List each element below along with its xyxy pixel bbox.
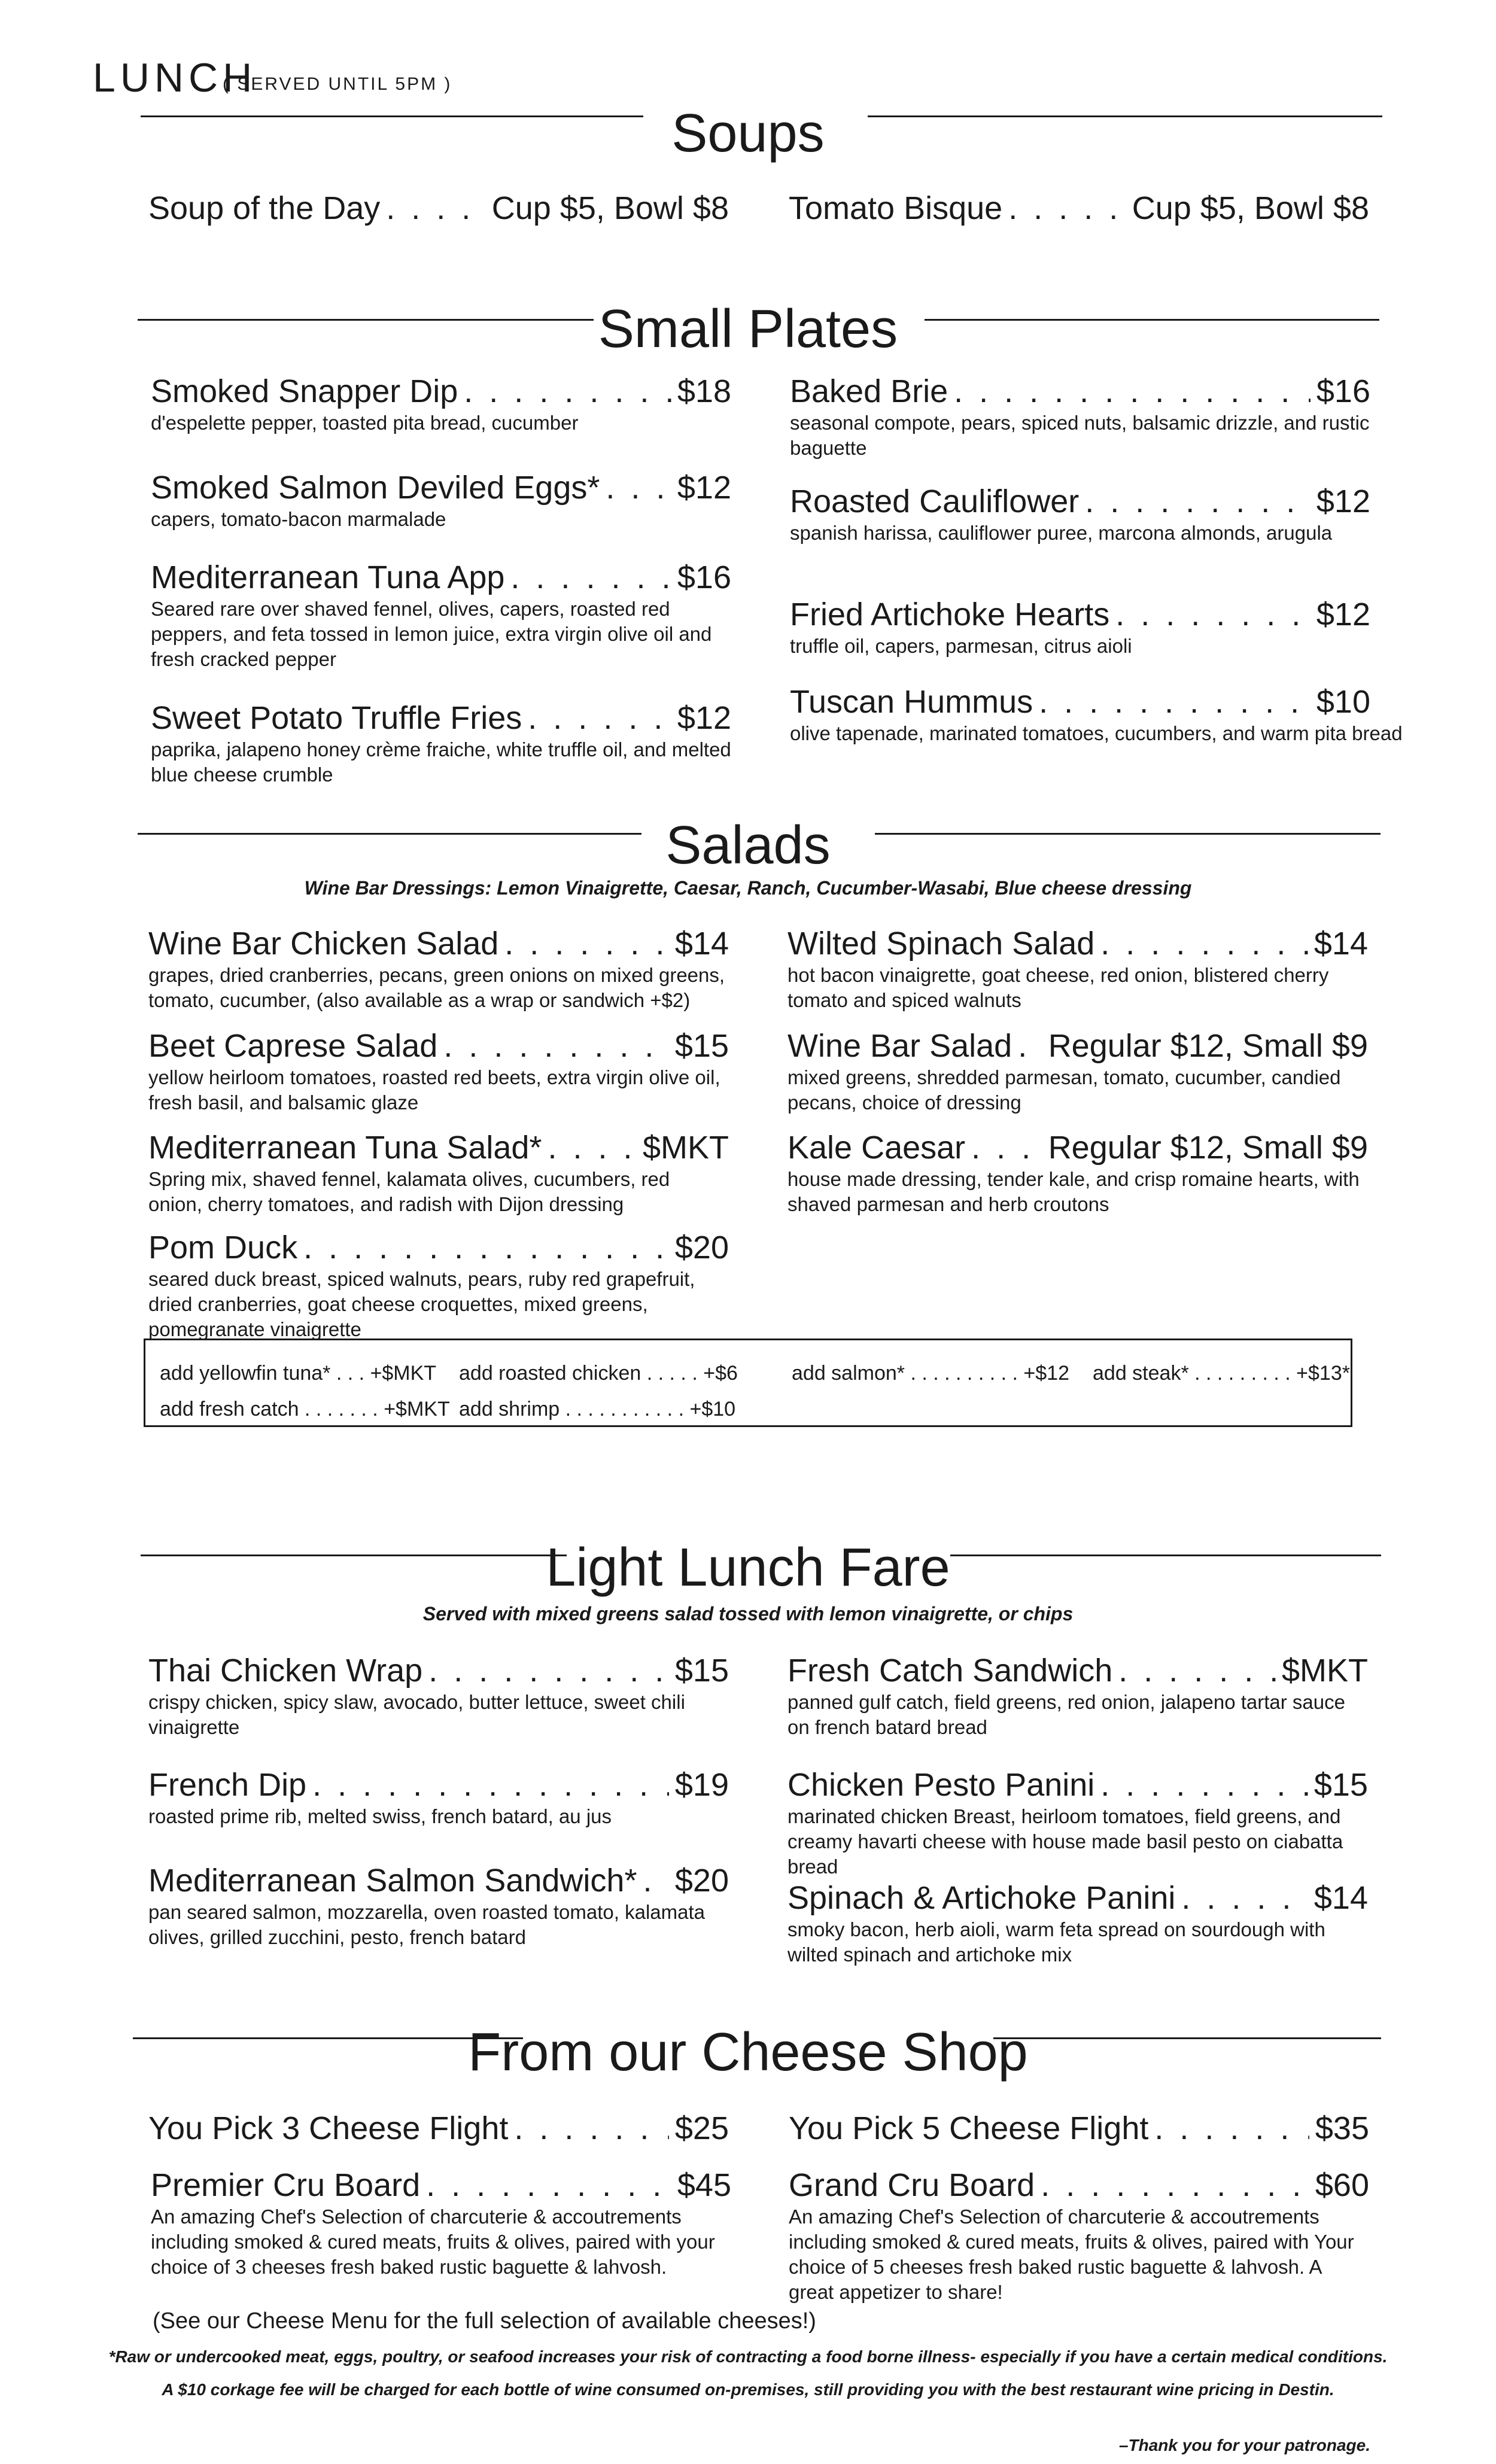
addon-item: add steak* . . . . . . . . . +$13* [1093, 1362, 1350, 1385]
menu-item [148, 1653, 729, 1740]
item-name: Pom Duck [148, 1230, 298, 1266]
item-description: capers, tomato-bacon marmalade [151, 508, 446, 530]
item-name: Thai Chicken Wrap [148, 1653, 423, 1689]
dot-leader [504, 926, 669, 962]
item-description: yellow heirloom tomatoes, roasted red beets, extra virgin olive oil, fresh basil, and balsamic glaze [148, 1066, 720, 1114]
menu-item [789, 190, 1369, 226]
menu-item [151, 559, 731, 672]
dot-leader [312, 1767, 669, 1803]
menu-item [790, 597, 1370, 659]
item-price: $20 [674, 1863, 729, 1899]
raw-food-disclaimer: *Raw or undercooked meat, eggs, poultry, or seafood increases your risk of contracting a food borne illness- especially if you have a certain medical conditions. [108, 2347, 1388, 2366]
dot-leader [643, 1863, 668, 1899]
item-description: paprika, jalapeno honey crème fraiche, white truffle oil, and melted blue cheese crumble [151, 738, 731, 786]
menu-subtitle: ( SERVED UNTIL 5PM ) [223, 74, 452, 94]
item-price: $MKT [1281, 1653, 1368, 1689]
item-price: $10 [1316, 684, 1370, 720]
item-price: Regular $12, Small $9 [1048, 1130, 1368, 1166]
item-name: Spinach & Artichoke Panini [787, 1880, 1176, 1916]
item-name: Roasted Cauliflower [790, 483, 1080, 519]
cheese-menu-note: (See our Cheese Menu for the full selection of available cheeses!) [153, 2308, 816, 2334]
item-name: Wine Bar Salad [787, 1028, 1012, 1064]
dot-leader [548, 1130, 637, 1166]
item-price: $MKT [642, 1130, 729, 1166]
item-name: Mediterranean Tuna App [151, 559, 505, 595]
item-name: French Dip [148, 1767, 307, 1803]
item-description: olive tapenade, marinated tomatoes, cucumbers, and warm pita bread [790, 722, 1403, 744]
item-name: Wine Bar Chicken Salad [148, 926, 499, 962]
section-title-small-plates: Small Plates [598, 299, 898, 359]
menu-item [787, 1880, 1368, 1967]
item-price: $18 [677, 373, 731, 409]
dot-leader [1154, 2110, 1309, 2146]
menu-item [151, 700, 731, 787]
item-name: Tomato Bisque [789, 190, 1003, 226]
item-description: seasonal compote, pears, spiced nuts, balsamic drizzle, and rustic baguette [790, 412, 1370, 459]
item-price: Cup $5, Bowl $8 [1132, 190, 1369, 226]
dot-leader [514, 2110, 669, 2146]
section-title-cheese-shop: From our Cheese Shop [468, 2022, 1028, 2082]
dot-leader [303, 1230, 669, 1266]
item-name: Soup of the Day [148, 190, 381, 226]
item-name: Chicken Pesto Panini [787, 1767, 1095, 1803]
menu-item [151, 373, 731, 436]
item-description: smoky bacon, herb aioli, warm feta spread on sourdough with wilted spinach and artichoke mix [787, 1918, 1325, 1966]
item-name: You Pick 5 Cheese Flight [789, 2110, 1149, 2146]
light-lunch-note: Served with mixed greens salad tossed with lemon vinaigrette, or chips [422, 1603, 1074, 1625]
item-price: $16 [1316, 373, 1370, 409]
menu-item [790, 684, 1403, 746]
corkage-fee-note: A $10 corkage fee will be charged for each bottle of wine consumed on-premises, still providing you with the best restaurant wine pricing in Destin. [162, 2380, 1334, 2399]
addon-item: add salmon* . . . . . . . . . . +$12 [792, 1362, 1069, 1385]
item-description: d'espelette pepper, toasted pita bread, cucumber [151, 412, 579, 434]
addon-item: add roasted chicken . . . . . +$6 [459, 1362, 738, 1385]
item-description: roasted prime rib, melted swiss, french batard, au jus [148, 1805, 612, 1827]
item-description: hot bacon vinaigrette, goat cheese, red onion, blistered cherry tomato and spiced walnuts [787, 964, 1329, 1011]
menu-item [148, 190, 729, 226]
addon-item: add shrimp . . . . . . . . . . . +$10 [459, 1398, 736, 1420]
item-name: Smoked Salmon Deviled Eggs* [151, 470, 600, 506]
dot-leader [386, 190, 485, 226]
menu-item [148, 2110, 729, 2146]
item-price: Cup $5, Bowl $8 [491, 190, 729, 226]
dot-leader [1085, 483, 1310, 519]
dot-leader [1008, 190, 1126, 226]
menu-item [148, 1230, 729, 1342]
item-name: Mediterranean Tuna Salad* [148, 1130, 542, 1166]
item-name: Fried Artichoke Hearts [790, 597, 1110, 632]
item-name: Kale Caesar [787, 1130, 966, 1166]
item-description: panned gulf catch, field greens, red onion, jalapeno tartar sauce on french batard bread [787, 1691, 1345, 1738]
item-price: Regular $12, Small $9 [1048, 1028, 1368, 1064]
item-description: An amazing Chef's Selection of charcuterie & accoutrements including smoked & cured meats, fruits & olives, paired with Your choice of 5 cheeses fresh baked rustic baguette & lahvosh. A great appetizer to share! [789, 2206, 1354, 2303]
item-price: $35 [1315, 2110, 1369, 2146]
menu-title: LUNCH [93, 55, 257, 101]
dot-leader [954, 373, 1310, 409]
item-price: $15 [674, 1653, 729, 1689]
item-price: $14 [1313, 926, 1368, 962]
item-description: mixed greens, shredded parmesan, tomato, cucumber, candied pecans, choice of dressing [787, 1066, 1341, 1114]
item-price: $14 [674, 926, 729, 962]
dot-leader [606, 470, 671, 506]
dressings-note: Wine Bar Dressings: Lemon Vinaigrette, Caesar, Ranch, Cucumber-Wasabi, Blue cheese dressing [304, 877, 1192, 899]
menu-item [151, 2167, 731, 2280]
item-price: $12 [677, 470, 731, 506]
section-title-light-lunch: Light Lunch Fare [546, 1538, 950, 1598]
dot-leader [1115, 597, 1310, 632]
item-price: $16 [677, 559, 731, 595]
menu-item [790, 483, 1370, 546]
item-price: $60 [1315, 2167, 1369, 2203]
item-description: marinated chicken Breast, heirloom tomatoes, field greens, and creamy havarti cheese with house made basil pesto on ciabatta bread [787, 1805, 1343, 1878]
menu-item [148, 1767, 729, 1829]
item-name: Wilted Spinach Salad [787, 926, 1095, 962]
dot-leader [1100, 1767, 1308, 1803]
menu-item [790, 373, 1370, 461]
dot-leader [1118, 1653, 1276, 1689]
menu-item [787, 1028, 1368, 1115]
item-price: $12 [1316, 483, 1370, 519]
section-title-soups: Soups [671, 104, 825, 163]
item-name: Fresh Catch Sandwich [787, 1653, 1113, 1689]
item-name: You Pick 3 Cheese Flight [148, 2110, 509, 2146]
item-price: $12 [1316, 597, 1370, 632]
menu-item [789, 2167, 1369, 2305]
dot-leader [510, 559, 671, 595]
menu-item [787, 926, 1368, 1013]
item-price: $15 [674, 1028, 729, 1064]
item-description: grapes, dried cranberries, pecans, green onions on mixed greens, tomato, cucumber, (also available as a wrap or sandwich +$2) [148, 964, 725, 1011]
dot-leader [971, 1130, 1042, 1166]
item-price: $14 [1313, 1880, 1368, 1916]
item-price: $20 [674, 1230, 729, 1266]
item-name: Grand Cru Board [789, 2167, 1035, 2203]
item-price: $12 [677, 700, 731, 736]
dot-leader [426, 2167, 671, 2203]
section-title-salads: Salads [665, 816, 831, 875]
item-name: Sweet Potato Truffle Fries [151, 700, 522, 736]
item-description: spanish harissa, cauliflower puree, marcona almonds, arugula [790, 522, 1333, 544]
menu-item [787, 1653, 1368, 1740]
dot-leader [1039, 684, 1310, 720]
item-name: Tuscan Hummus [790, 684, 1033, 720]
item-description: seared duck breast, spiced walnuts, pears, ruby red grapefruit, dried cranberries, goat cheese croquettes, mixed greens, pomegranate vinaigrette [148, 1268, 695, 1340]
item-name: Premier Cru Board [151, 2167, 421, 2203]
dot-leader [1100, 926, 1308, 962]
menu-item [789, 2110, 1369, 2146]
item-description: pan seared salmon, mozzarella, oven roasted tomato, kalamata olives, grilled zucchini, pesto, french batard [148, 1901, 705, 1948]
item-price: $25 [674, 2110, 729, 2146]
item-name: Baked Brie [790, 373, 948, 409]
item-name: Mediterranean Salmon Sandwich* [148, 1863, 637, 1899]
item-description: Seared rare over shaved fennel, olives, capers, roasted red peppers, and feta tossed in lemon juice, extra virgin olive oil and fresh cracked pepper [151, 598, 712, 670]
item-description: truffle oil, capers, parmesan, citrus aioli [790, 635, 1132, 657]
menu-item [151, 470, 731, 532]
item-price: $45 [677, 2167, 731, 2203]
dot-leader [528, 700, 671, 736]
item-description: An amazing Chef's Selection of charcuterie & accoutrements including smoked & cured meats, fruits & olives, paired with your choice of 3 cheeses fresh baked rustic baguette & lahvosh. [151, 2206, 715, 2278]
dot-leader [443, 1028, 669, 1064]
dot-leader [1018, 1028, 1042, 1064]
item-name: Smoked Snapper Dip [151, 373, 458, 409]
dot-leader [1041, 2167, 1309, 2203]
item-description: crispy chicken, spicy slaw, avocado, butter lettuce, sweet chili vinaigrette [148, 1691, 685, 1738]
salad-addons-box [144, 1339, 1352, 1427]
item-price: $15 [1313, 1767, 1368, 1803]
dot-leader [464, 373, 671, 409]
menu-item [148, 1130, 729, 1217]
item-price: $19 [674, 1767, 729, 1803]
menu-item [787, 1130, 1368, 1217]
dot-leader [428, 1653, 669, 1689]
menu-item [148, 926, 729, 1013]
addon-item: add fresh catch . . . . . . . +$MKT [160, 1398, 450, 1420]
dot-leader [1181, 1880, 1308, 1916]
thank-you-note: –Thank you for your patronage. [1118, 2436, 1370, 2454]
item-description: house made dressing, tender kale, and crisp romaine hearts, with shaved parmesan and herb croutons [787, 1168, 1360, 1215]
menu-item [148, 1028, 729, 1115]
item-name: Beet Caprese Salad [148, 1028, 438, 1064]
item-description: Spring mix, shaved fennel, kalamata olives, cucumbers, red onion, cherry tomatoes, and radish with Dijon dressing [148, 1168, 670, 1215]
menu-item [787, 1767, 1386, 1879]
addon-item: add yellowfin tuna* . . . +$MKT [160, 1362, 437, 1385]
menu-item [148, 1863, 729, 1950]
